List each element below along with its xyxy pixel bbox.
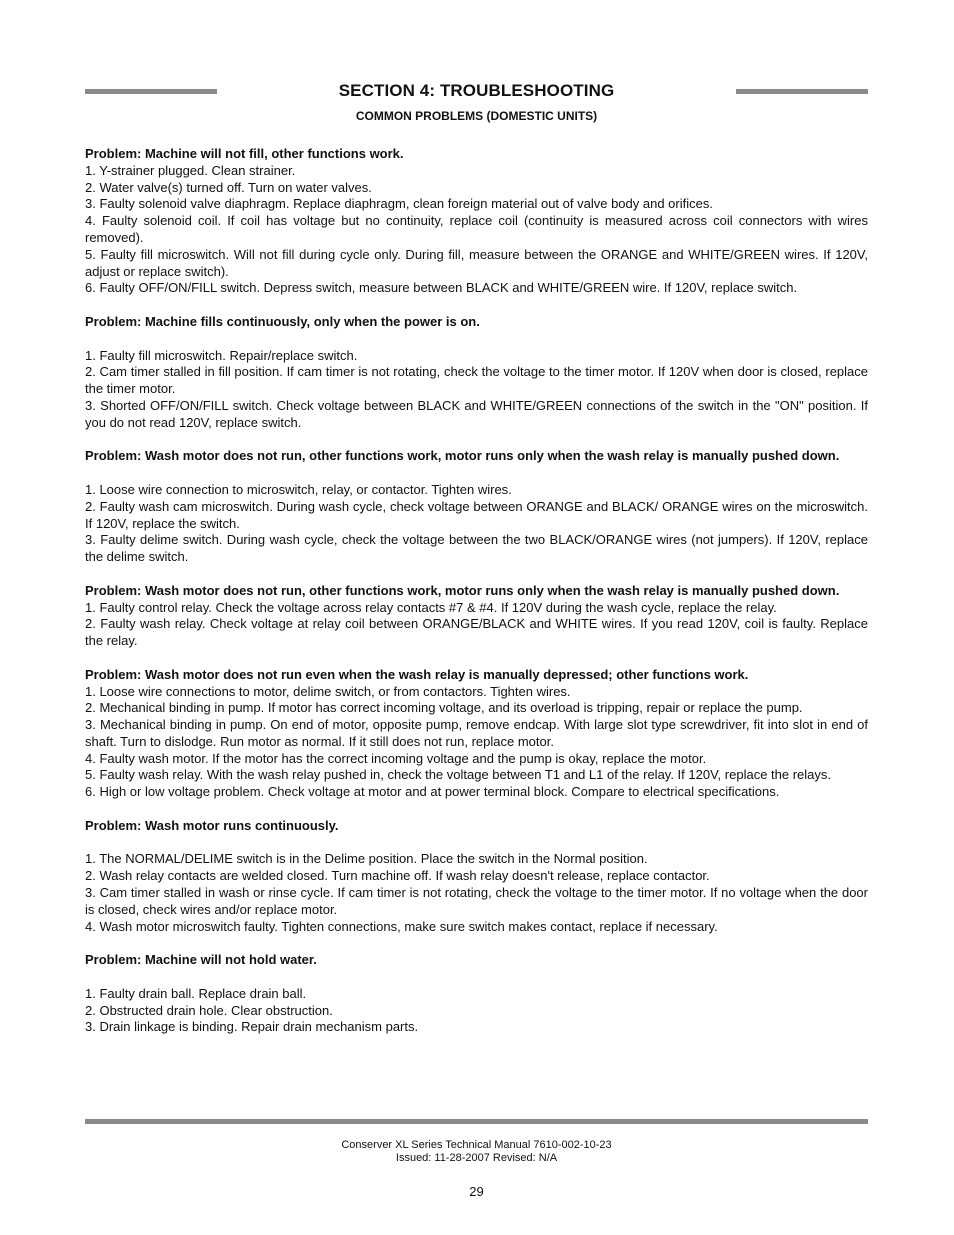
solution-item: 6. High or low voltage problem. Check voltage at motor and at power terminal block. Compare to electrical specifications. — [85, 784, 780, 800]
problem-section — [85, 432, 868, 566]
problem-spacer — [85, 331, 868, 348]
troubleshooting-content — [85, 146, 868, 1036]
problem-heading: Problem: Machine will not fill, other functions work. — [85, 146, 404, 161]
footer — [85, 1139, 868, 1165]
problem-heading: Problem: Machine fills continuously, only when the power is on. — [85, 313, 480, 329]
footer-rule — [85, 1119, 868, 1124]
section-subtitle: COMMON PROBLEMS (DOMESTIC UNITS) — [355, 109, 598, 123]
solution-item: 5. Faulty wash relay. With the wash relay pushed in, check the voltage between T1 and L1 of the relay. If 120V, replace the relays. — [85, 767, 832, 783]
solution-item: 2. Faulty wash relay. Check voltage at relay coil between ORANGE/BLACK and WHITE wires. If you read 120V, coil is faulty. Replace the relay. — [85, 616, 868, 649]
solution-item: 1. Loose wire connections to motor, delime switch, or from contactors. Tighten wires. — [85, 683, 571, 699]
problem-heading: Problem: Wash motor does not run, other functions work, motor runs only when the wash relay is manually pushed down. — [85, 582, 840, 598]
solution-item: 4. Faulty wash motor. If the motor has the correct incoming voltage and the pump is okay, replace the motor. — [85, 750, 707, 766]
solution-item: 3. Faulty delime switch. During wash cycle, check the voltage between the two BLACK/ORANGE wires (not jumpers). If 120V, replace the delime switch. — [85, 532, 868, 565]
problem-heading: Problem: Wash motor runs continuously. — [85, 817, 339, 833]
section-spacer — [85, 566, 868, 583]
problem-spacer — [85, 835, 868, 852]
solution-item: 5. Faulty fill microswitch. Will not fill during cycle only. During fill, measure between the ORANGE and WHITE/GREEN wires. If 120V, adjust or replace switch). — [85, 246, 868, 279]
problem-section — [85, 566, 868, 650]
solution-item: 4. Faulty solenoid coil. If coil has voltage but no continuity, replace coil (continuity is measured across coil connectors with wires removed). — [85, 213, 868, 245]
section-spacer — [85, 801, 868, 818]
section-spacer — [85, 297, 868, 314]
problem-section — [85, 146, 868, 297]
solution-item: 2. Wash relay contacts are welded closed. Turn machine off. If wash relay doesn't release, replace contactor. — [85, 868, 710, 884]
solution-item: 3. Cam timer stalled in wash or rinse cycle. If cam timer is not rotating, check the voltage to the timer motor. If no voltage when the door is closed, check wires and/or replace motor. — [85, 885, 868, 917]
section-spacer — [85, 432, 868, 449]
solution-item: 3. Drain linkage is binding. Repair drain mechanism parts. — [85, 1019, 419, 1035]
solution-item: 2. Mechanical binding in pump. If motor has correct incoming voltage, and its overload is tripping, repair or replace the pump. — [85, 700, 803, 716]
section-header — [85, 78, 868, 123]
solution-item: 2. Faulty wash cam microswitch. During wash cycle, check voltage between ORANGE and BLACK/ ORANGE wires on the microswitch. If 120V, replace the switch. — [85, 498, 868, 531]
solution-item: 3. Shorted OFF/ON/FILL switch. Check voltage between BLACK and WHITE/GREEN connections of the switch in the "ON" position. If you do not read 120V, replace switch. — [85, 397, 868, 430]
section-spacer — [85, 935, 868, 952]
solution-item: 1. Faulty drain ball. Replace drain ball. — [85, 985, 307, 1001]
solution-item: 3. Mechanical binding in pump. On end of motor, opposite pump, remove endcap. With large slot type screwdriver, fit into slot in end of shaft. Turn to dislodge. Run motor as normal. If it still does not run, replace motor. — [85, 717, 868, 749]
solution-item: 3. Faulty solenoid valve diaphragm. Replace diaphragm, clean foreign material out of valve body and orifices. — [85, 196, 713, 212]
problem-section — [85, 297, 868, 431]
problem-section — [85, 801, 868, 935]
problem-section — [85, 650, 868, 801]
header-rule-right — [736, 89, 868, 94]
solution-item: 6. Faulty OFF/ON/FILL switch. Depress switch, measure between BLACK and WHITE/GREEN wire. If 120V, replace switch. — [85, 280, 798, 296]
solution-item: 2. Water valve(s) turned off. Turn on water valves. — [85, 179, 372, 195]
problem-spacer — [85, 465, 868, 482]
section-spacer — [85, 650, 868, 667]
problem-spacer — [85, 969, 868, 986]
problem-section — [85, 935, 868, 1036]
footer-issue-info: Issued: 11-28-2007 Revised: N/A — [395, 1152, 558, 1164]
solution-item: 2. Obstructed drain hole. Clear obstruction. — [85, 1002, 333, 1018]
solution-item: 4. Wash motor microswitch faulty. Tighten connections, make sure switch makes contact, replace if necessary. — [85, 918, 718, 934]
page-number: 29 — [469, 1184, 484, 1199]
problem-heading: Problem: Wash motor does not run, other functions work, motor runs only when the wash relay is manually pushed down. — [85, 448, 840, 464]
problem-heading: Problem: Machine will not hold water. — [85, 952, 317, 968]
section-title: SECTION 4: TROUBLESHOOTING — [338, 81, 615, 100]
solution-item: 2. Cam timer stalled in fill position. If cam timer is not rotating, check the voltage to the timer motor. If 120V when door is closed, replace the timer motor. — [85, 364, 868, 397]
problem-heading: Problem: Wash motor does not run even when the wash relay is manually depressed; other functions work. — [85, 666, 749, 682]
solution-item: 1. Y-strainer plugged. Clean strainer. — [85, 162, 296, 178]
footer-manual-title: Conserver XL Series Technical Manual 7610-002-10-23 — [341, 1139, 612, 1151]
solution-item: 1. Loose wire connection to microswitch, relay, or contactor. Tighten wires. — [85, 481, 512, 497]
solution-item: 1. The NORMAL/DELIME switch is in the Delime position. Place the switch in the Normal position. — [85, 851, 648, 867]
solution-item: 1. Faulty fill microswitch. Repair/replace switch. — [85, 347, 358, 363]
solution-item: 1. Faulty control relay. Check the voltage across relay contacts #7 & #4. If 120V during the wash cycle, replace the relay. — [85, 599, 777, 615]
